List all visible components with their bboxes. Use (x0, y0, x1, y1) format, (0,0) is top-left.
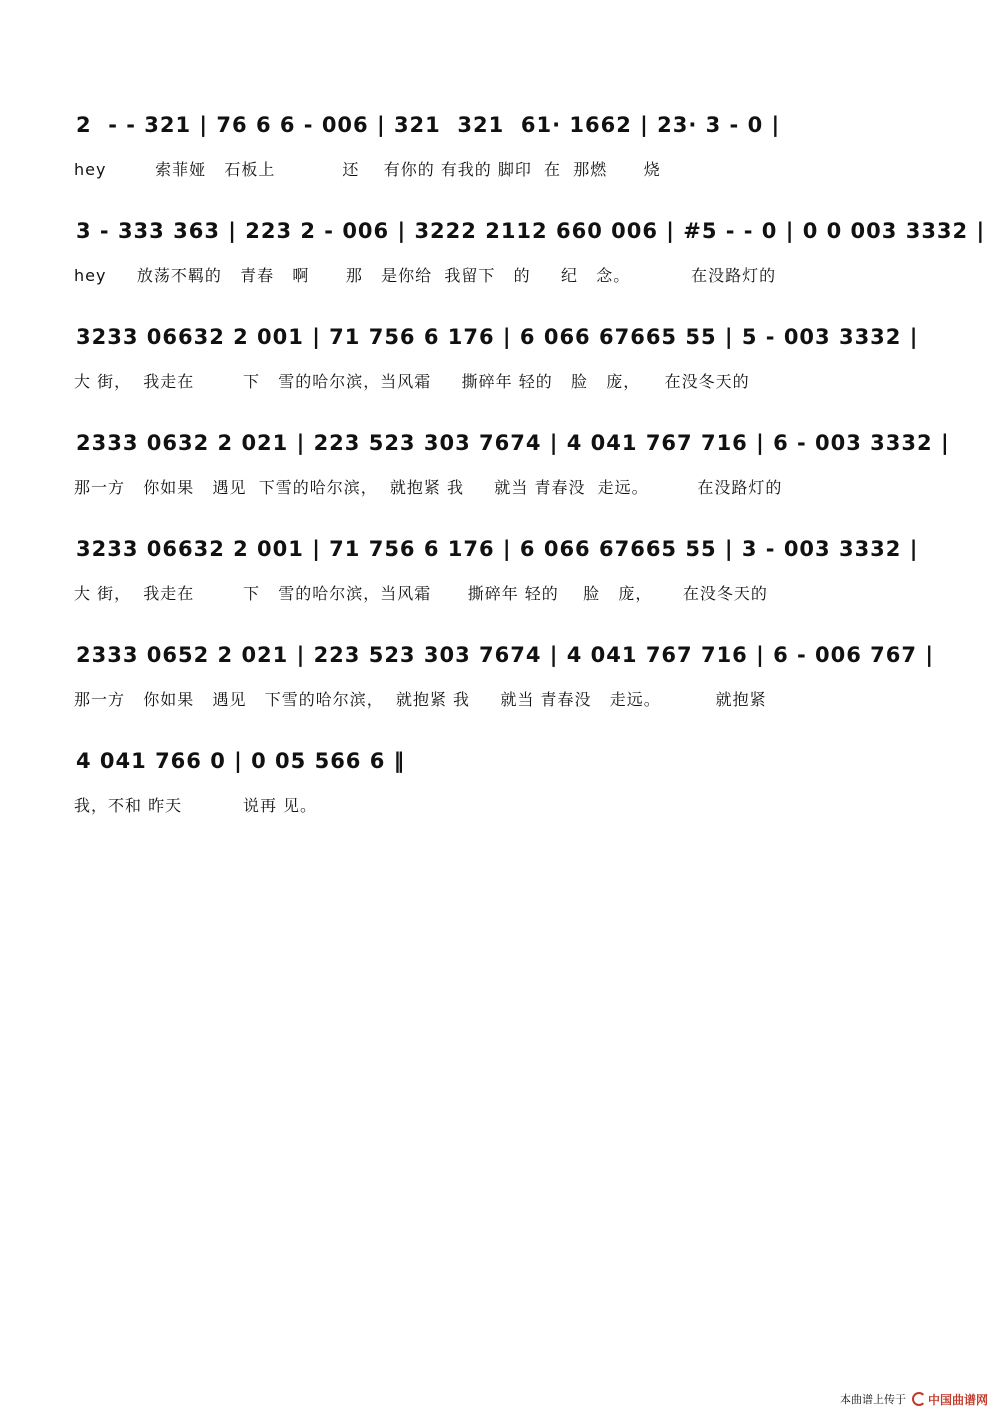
notation-line: 2333 0632 2 021 | 223 523 303 7674 | 4 041 767 716 | 6 - 003 3332 | (76, 431, 950, 455)
notation-line: 3 - 333 363 | 223 2 - 006 | 3222 2112 660 006 | #5 - - 0 | 0 0 003 3332 | (76, 219, 986, 243)
upload-text: 本曲谱上传于 (839, 1393, 906, 1406)
score-system-2 (0, 216, 1000, 316)
footer-source (840, 1389, 988, 1409)
lyrics-line: 大 街， 我走在 下 雪的哈尔滨，当风霜 撕碎年 轻的 脸 庞， 在没冬天的 (74, 584, 768, 603)
lyrics-line: 那一方 你如果 遇见 下雪的哈尔滨， 就抱紧 我 就当 青春没 走远。 在没路灯的 (74, 478, 783, 497)
notation-line: 3233 06632 2 001 | 71 756 6 176 | 6 066 67665 55 | 3 - 003 3332 | (76, 537, 919, 561)
lyrics-line: hey 索菲娅 石板上 还 有你的 有我的 脚印 在 那燃 烧 (74, 160, 661, 179)
site-logo[interactable] (912, 1391, 988, 1408)
lyrics-line: 大 街， 我走在 下 雪的哈尔滨，当风霜 撕碎年 轻的 脸 庞， 在没冬天的 (74, 372, 750, 391)
site-logo-text: 中国曲谱网 (927, 1392, 988, 1407)
score-system-4 (0, 428, 1000, 528)
score-system-7 (0, 746, 1000, 846)
lyrics-line: 那一方 你如果 遇见 下雪的哈尔滨， 就抱紧 我 就当 青春没 走远。 就抱紧 (74, 690, 767, 709)
notation-line: 2 - - 321 | 76 6 6 - 006 | 321 321 61· 1662 | 23· 3 - 0 | (76, 113, 781, 137)
score-system-1 (0, 110, 1000, 210)
notation-line: 4 041 766 0 | 0 05 566 6 ‖ (76, 749, 406, 773)
score-system-3 (0, 322, 1000, 422)
notation-line: 2333 0652 2 021 | 223 523 303 7674 | 4 041 767 716 | 6 - 006 767 | (76, 643, 935, 667)
lyrics-line: hey 放荡不羁的 青春 啊 那 是你给 我留下 的 纪 念。 在没路灯的 (74, 266, 777, 285)
lyrics-line: 我，不和 昨天 说再 见。 (74, 796, 318, 815)
notation-line: 3233 06632 2 001 | 71 756 6 176 | 6 066 67665 55 | 5 - 003 3332 | (76, 325, 919, 349)
score-system-5 (0, 534, 1000, 634)
site-logo-icon (912, 1392, 926, 1406)
score-system-6 (0, 640, 1000, 740)
